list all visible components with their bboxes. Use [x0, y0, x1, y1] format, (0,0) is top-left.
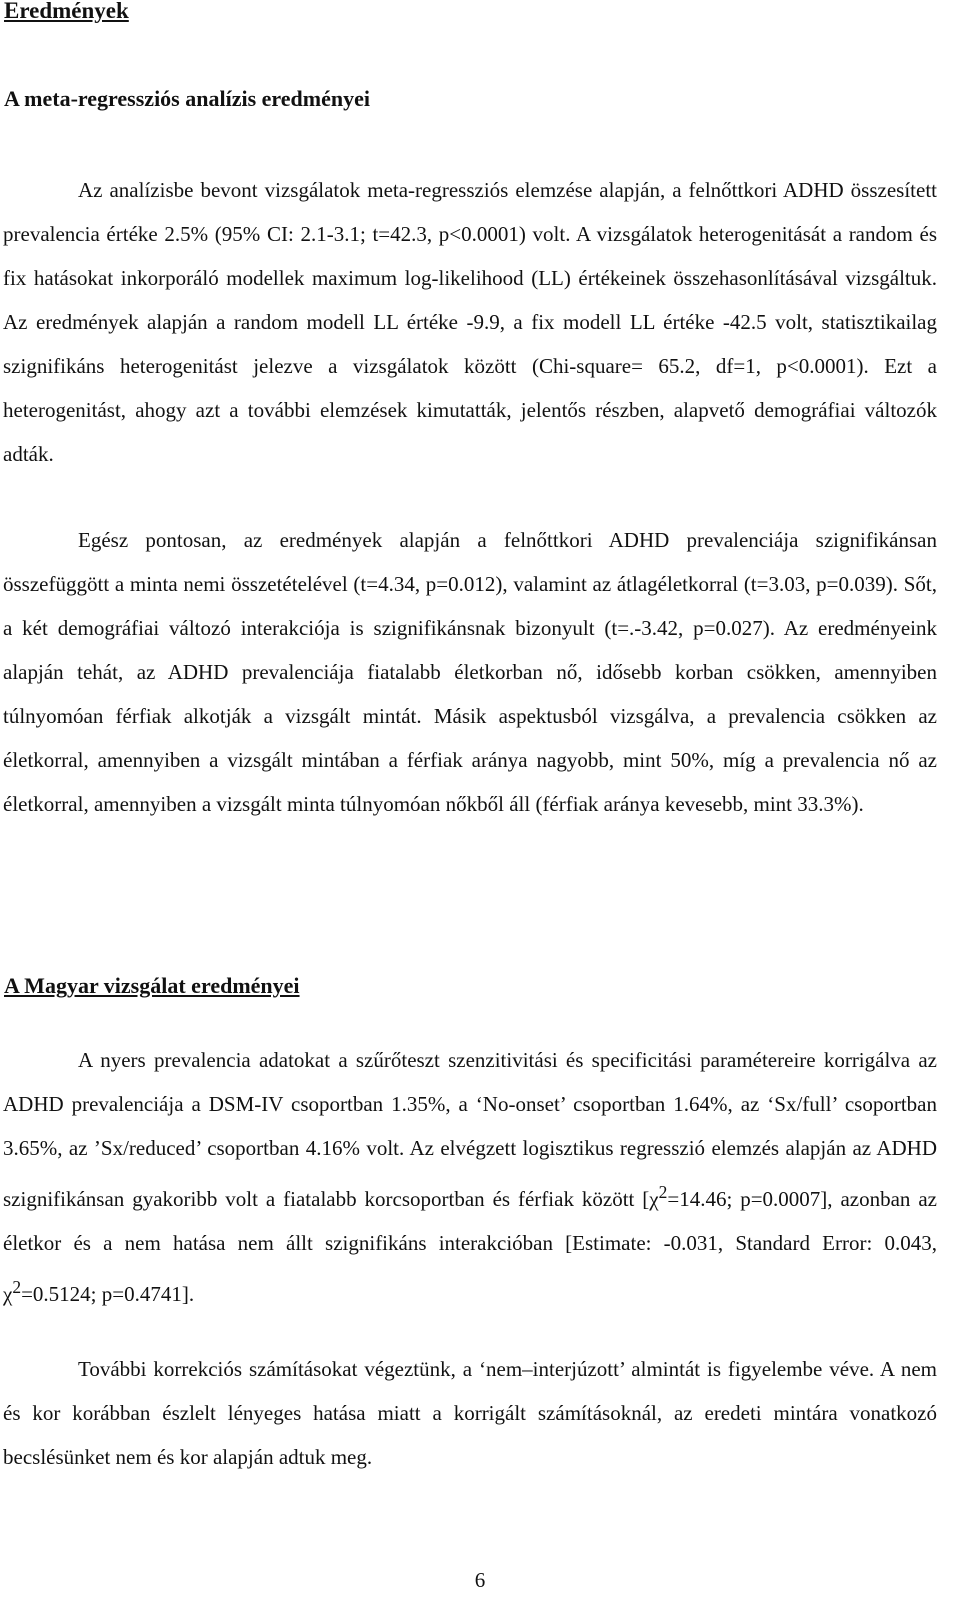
- section-title-hungarian-study: A Magyar vizsgálat eredményei: [4, 973, 300, 998]
- paragraph-hungarian-prevalence: [3, 1038, 937, 1316]
- page-heading: Eredmények: [4, 0, 129, 23]
- chi-square-superscript: 2: [12, 1277, 22, 1297]
- chi-square-superscript: 2: [658, 1182, 668, 1202]
- paragraph-corrections: [3, 1347, 937, 1479]
- paragraph-text-part-2: =14.46; p=0.0007], azonban az életkor és a nem hatása nem állt szignifikáns interakcióban [Estimate: -0.031, Standard Error: 0.043, χ: [3, 1187, 937, 1306]
- paragraph-text: További korrekciós számításokat végeztünk, a ‘nem–interjúzott’ almintát is figyelembe véve. A nem és kor korábban észlelt lényeges hatása miatt a korrigált számításoknál, az eredeti mintára vonatkozó becslésünket nem és kor alapján adtuk meg.: [3, 1357, 937, 1469]
- paragraph-meta-results: [3, 168, 937, 476]
- paragraph-text-part-1: A nyers prevalencia adatokat a szűrőteszt szenzitivitási és specificitási paramétereire korrigálva az ADHD prevalenciája a DSM-IV csoportban 1.35%, a ‘No-onset’ csoportban 1.64%, az ‘Sx/full’ csoportban 3.65%, az ’Sx/reduced’ csoportban 4.16% volt. Az elvégzett logisztikus regresszió elemzés alapján az ADHD szignifikánsan gyakoribb volt a fiatalabb korcsoportban és férfiak között [χ: [3, 1048, 937, 1211]
- paragraph-demographic-results: [3, 518, 937, 826]
- page-number: 6: [474, 1568, 486, 1592]
- paragraph-text: Az analízisbe bevont vizsgálatok meta-regressziós elemzése alapján, a felnőttkori ADHD összesített prevalencia értéke 2.5% (95% CI: 2.1-3.1; t=42.3, p<0.0001) volt. A vizsgálatok heterogenitását a random és fix hatásokat inkorporáló modellek maximum log-likelihood (LL) értékeinek összehasonlításával vizsgáltuk. Az eredmények alapján a random modell LL értéke -9.9, a fix modell LL értéke -42.5 volt, statisztikailag szignifikáns heterogenitást jelezve a vizsgálatok között (Chi-square= 65.2, df=1, p<0.0001). Ezt a heterogenitást, ahogy azt a további elemzések kimutatták, jelentős részben, alapvető demográfiai változók adták.: [3, 178, 937, 466]
- section-title-meta-regression: A meta-regressziós analízis eredményei: [4, 86, 370, 111]
- paragraph-text-part-3: =0.5124; p=0.4741].: [21, 1282, 195, 1306]
- paragraph-text: Egész pontosan, az eredmények alapján a felnőttkori ADHD prevalenciája szignifikánsan összefüggött a minta nemi összetételével (t=4.34, p=0.012), valamint az átlagéletkorral (t=3.03, p=0.039). Sőt, a két demográfiai változó interakciója is szignifikánsnak bizonyult (t=.-3.42, p=0.027). Az eredményeink alapján tehát, az ADHD prevalenciája fiatalabb életkorban nő, idősebb korban csökken, amennyiben túlnyomóan férfiak alkotják a vizsgált mintát. Másik aspektusból vizsgálva, a prevalencia csökken az életkorral, amennyiben a vizsgált mintában a férfiak aránya nagyobb, mint 50%, míg a prevalencia nő az életkorral, amennyiben a vizsgált minta túlnyomóan nőkből áll (férfiak aránya kevesebb, mint 33.3%).: [3, 528, 937, 816]
